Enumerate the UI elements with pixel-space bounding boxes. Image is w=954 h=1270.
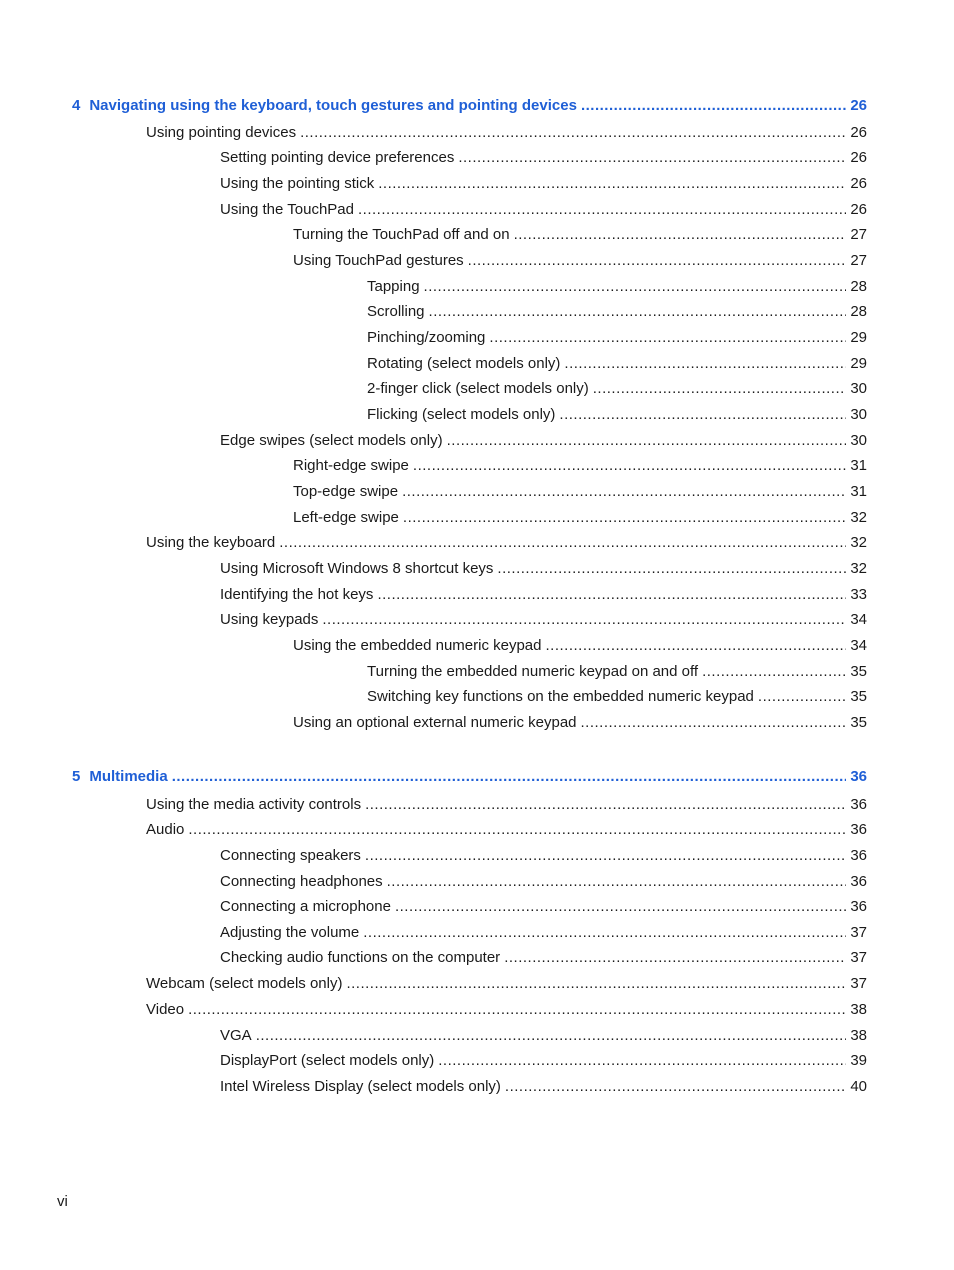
dot-leader	[489, 329, 846, 347]
toc-entry-page: 37	[850, 975, 867, 992]
toc-entry-checking-audio-functions[interactable]	[220, 949, 867, 967]
toc-entry-edge-swipes[interactable]	[220, 432, 867, 450]
dot-leader	[365, 796, 846, 814]
toc-entry-page: 38	[850, 1027, 867, 1044]
dot-leader	[468, 252, 847, 270]
dot-leader	[581, 97, 846, 115]
toc-entry-title: Flicking (select models only)	[367, 406, 556, 423]
dot-leader	[358, 201, 846, 219]
toc-entry-page: 35	[850, 714, 867, 731]
toc-entry-page: 30	[850, 432, 867, 449]
toc-entry-page: 39	[850, 1052, 867, 1069]
toc-entry-turning-keypad-on-off[interactable]	[367, 663, 867, 681]
dot-leader	[504, 949, 846, 967]
dot-leader	[403, 509, 846, 527]
toc-entry-audio[interactable]	[146, 821, 867, 839]
toc-entry-title: Pinching/zooming	[367, 329, 486, 346]
dot-leader	[363, 924, 846, 942]
toc-entry-using-touchpad[interactable]	[220, 201, 867, 219]
toc-entry-page: 28	[850, 278, 867, 295]
chapter-number: 5	[72, 768, 81, 785]
toc-entry-using-touchpad-gestures[interactable]	[293, 252, 867, 270]
toc-entry-page: 37	[850, 949, 867, 966]
toc-entry-embedded-numeric-keypad[interactable]	[293, 637, 867, 655]
toc-entry-page: 28	[850, 303, 867, 320]
toc-entry-connecting-speakers[interactable]	[220, 847, 867, 865]
page-number-footer: vi	[57, 1193, 68, 1210]
dot-leader	[758, 688, 846, 706]
toc-entry-using-keypads[interactable]	[220, 611, 867, 629]
dot-leader	[172, 768, 847, 786]
toc-entry-title: Connecting speakers	[220, 847, 361, 864]
toc-entry-title: Switching key functions on the embedded numeric keypad	[367, 688, 754, 705]
dot-leader	[279, 534, 846, 552]
chapter-page-number: 26	[850, 97, 867, 114]
toc-entry-page: 27	[850, 226, 867, 243]
toc-entry-using-pointing-devices[interactable]	[146, 124, 867, 142]
toc-entry-title: Using the pointing stick	[220, 175, 375, 192]
toc-entry-left-edge-swipe[interactable]	[293, 509, 867, 527]
dot-leader	[377, 586, 846, 604]
toc-entry-title: Turning the embedded numeric keypad on and off	[367, 663, 699, 680]
toc-entry-title: Connecting a microphone	[220, 898, 391, 915]
toc-entry-page: 34	[850, 611, 867, 628]
toc-entry-title: Using an optional external numeric keypad	[293, 714, 577, 731]
dot-leader	[402, 483, 846, 501]
toc-entry-title: VGA	[220, 1027, 252, 1044]
toc-entry-page: 26	[850, 201, 867, 218]
toc-entry-switching-key-functions[interactable]	[367, 688, 867, 706]
toc-entry-adjusting-volume[interactable]	[220, 924, 867, 942]
dot-leader	[413, 457, 846, 475]
toc-entry-title: Using pointing devices	[146, 124, 297, 141]
dot-leader	[447, 432, 847, 450]
toc-entry-page: 27	[850, 252, 867, 269]
dot-leader	[378, 175, 846, 193]
toc-entry-using-the-keyboard[interactable]	[146, 534, 867, 552]
toc-entry-title: Webcam (select models only)	[146, 975, 343, 992]
dot-leader	[188, 821, 846, 839]
toc-entry-title: Checking audio functions on the computer	[220, 949, 501, 966]
toc-entry-page: 36	[850, 821, 867, 838]
toc-entry-title: Edge swipes (select models only)	[220, 432, 443, 449]
dot-leader	[322, 611, 846, 629]
toc-entry-page: 34	[850, 637, 867, 654]
dot-leader	[429, 303, 847, 321]
toc-entry-media-activity-controls[interactable]	[146, 796, 867, 814]
toc-entry-video[interactable]	[146, 1001, 867, 1019]
toc-entry-title: Tapping	[367, 278, 420, 295]
toc-entry-title: Using Microsoft Windows 8 shortcut keys	[220, 560, 494, 577]
toc-entry-title: DisplayPort (select models only)	[220, 1052, 435, 1069]
toc-entry-connecting-headphones[interactable]	[220, 873, 867, 891]
toc-entry-page: 32	[850, 534, 867, 551]
toc-entry-page: 37	[850, 924, 867, 941]
toc-entry-title: Identifying the hot keys	[220, 586, 374, 603]
dot-leader	[438, 1052, 846, 1070]
toc-entry-webcam[interactable]	[146, 975, 867, 993]
toc-entry-page: 36	[850, 796, 867, 813]
toc-entry-displayport[interactable]	[220, 1052, 867, 1070]
toc-entry-title: Using TouchPad gestures	[293, 252, 464, 269]
toc-entry-title: Using the TouchPad	[220, 201, 354, 218]
dot-leader	[365, 847, 846, 865]
dot-leader	[395, 898, 846, 916]
toc-entry-title: Adjusting the volume	[220, 924, 360, 941]
toc-entry-turning-touchpad-off-on[interactable]	[293, 226, 867, 244]
toc-entry-page: 35	[850, 663, 867, 680]
toc-entry-pinching-zooming[interactable]	[367, 329, 867, 347]
chapter-page-number: 36	[850, 768, 867, 785]
toc-entry-flicking[interactable]	[367, 406, 867, 424]
toc-entry-title: Rotating (select models only)	[367, 355, 561, 372]
toc-entry-title: Setting pointing device preferences	[220, 149, 455, 166]
toc-entry-title: Using the media activity controls	[146, 796, 362, 813]
toc-entry-page: 30	[850, 406, 867, 423]
toc-entry-title: Video	[146, 1001, 185, 1018]
toc-entry-rotating[interactable]	[367, 355, 867, 373]
dot-leader	[458, 149, 846, 167]
toc-entry-title: Turning the TouchPad off and on	[293, 226, 510, 243]
dot-leader	[188, 1001, 846, 1019]
toc-entry-page: 26	[850, 124, 867, 141]
toc-entry-windows-8-shortcut-keys[interactable]	[220, 560, 867, 578]
chapter-title: Multimedia	[89, 768, 168, 785]
toc-entry-scrolling[interactable]	[367, 303, 867, 321]
toc-entry-vga[interactable]	[220, 1027, 867, 1045]
toc-entry-right-edge-swipe[interactable]	[293, 457, 867, 475]
toc-entry-page: 33	[850, 586, 867, 603]
toc-entry-top-edge-swipe[interactable]	[293, 483, 867, 501]
toc-chapter-5[interactable]	[72, 768, 867, 786]
dot-leader	[559, 406, 846, 424]
toc-entry-2-finger-click[interactable]	[367, 380, 867, 398]
chapter-number: 4	[72, 97, 81, 114]
toc-entry-page: 26	[850, 175, 867, 192]
toc-entry-page: 30	[850, 380, 867, 397]
toc-entry-title: Connecting headphones	[220, 873, 383, 890]
dot-leader	[497, 560, 846, 578]
toc-entry-page: 29	[850, 355, 867, 372]
toc-entry-setting-pointing-device-preferences[interactable]	[220, 149, 867, 167]
dot-leader	[346, 975, 846, 993]
toc-entry-page: 36	[850, 873, 867, 890]
toc-entry-connecting-microphone[interactable]	[220, 898, 867, 916]
dot-leader	[564, 355, 846, 373]
toc-entry-page: 32	[850, 560, 867, 577]
toc-entry-page: 32	[850, 509, 867, 526]
toc-entry-title: Top-edge swipe	[293, 483, 399, 500]
toc-entry-title: 2-finger click (select models only)	[367, 380, 589, 397]
chapter-title: Navigating using the keyboard, touch gestures and pointing devices	[89, 97, 577, 114]
dot-leader	[424, 278, 847, 296]
toc-entry-tapping[interactable]	[367, 278, 867, 296]
toc-entry-title: Left-edge swipe	[293, 509, 399, 526]
toc-entry-title: Scrolling	[367, 303, 425, 320]
toc-chapter-4[interactable]	[72, 97, 867, 115]
dot-leader	[387, 873, 847, 891]
toc-entry-title: Right-edge swipe	[293, 457, 409, 474]
toc-entry-page: 31	[850, 457, 867, 474]
toc-entry-title: Using the keyboard	[146, 534, 276, 551]
toc-entry-page: 29	[850, 329, 867, 346]
toc-entry-page: 36	[850, 847, 867, 864]
dot-leader	[702, 663, 846, 681]
toc-entry-page: 31	[850, 483, 867, 500]
toc-entry-identifying-hot-keys[interactable]	[220, 586, 867, 604]
toc-entry-using-pointing-stick[interactable]	[220, 175, 867, 193]
toc-entry-page: 40	[850, 1078, 867, 1095]
toc-entry-title: Intel Wireless Display (select models only)	[220, 1078, 501, 1095]
dot-leader	[593, 380, 847, 398]
dot-leader	[581, 714, 847, 732]
toc-entry-intel-wireless-display[interactable]	[220, 1078, 867, 1096]
dot-leader	[300, 124, 846, 142]
toc-entry-page: 35	[850, 688, 867, 705]
toc-entry-page: 26	[850, 149, 867, 166]
dot-leader	[256, 1027, 847, 1045]
toc-entry-title: Using keypads	[220, 611, 319, 628]
dot-leader	[514, 226, 847, 244]
toc-entry-external-numeric-keypad[interactable]	[293, 714, 867, 732]
toc-entry-page: 38	[850, 1001, 867, 1018]
toc-entry-title: Using the embedded numeric keypad	[293, 637, 542, 654]
dot-leader	[505, 1078, 846, 1096]
toc-entry-page: 36	[850, 898, 867, 915]
toc-entry-title: Audio	[146, 821, 185, 838]
dot-leader	[545, 637, 846, 655]
